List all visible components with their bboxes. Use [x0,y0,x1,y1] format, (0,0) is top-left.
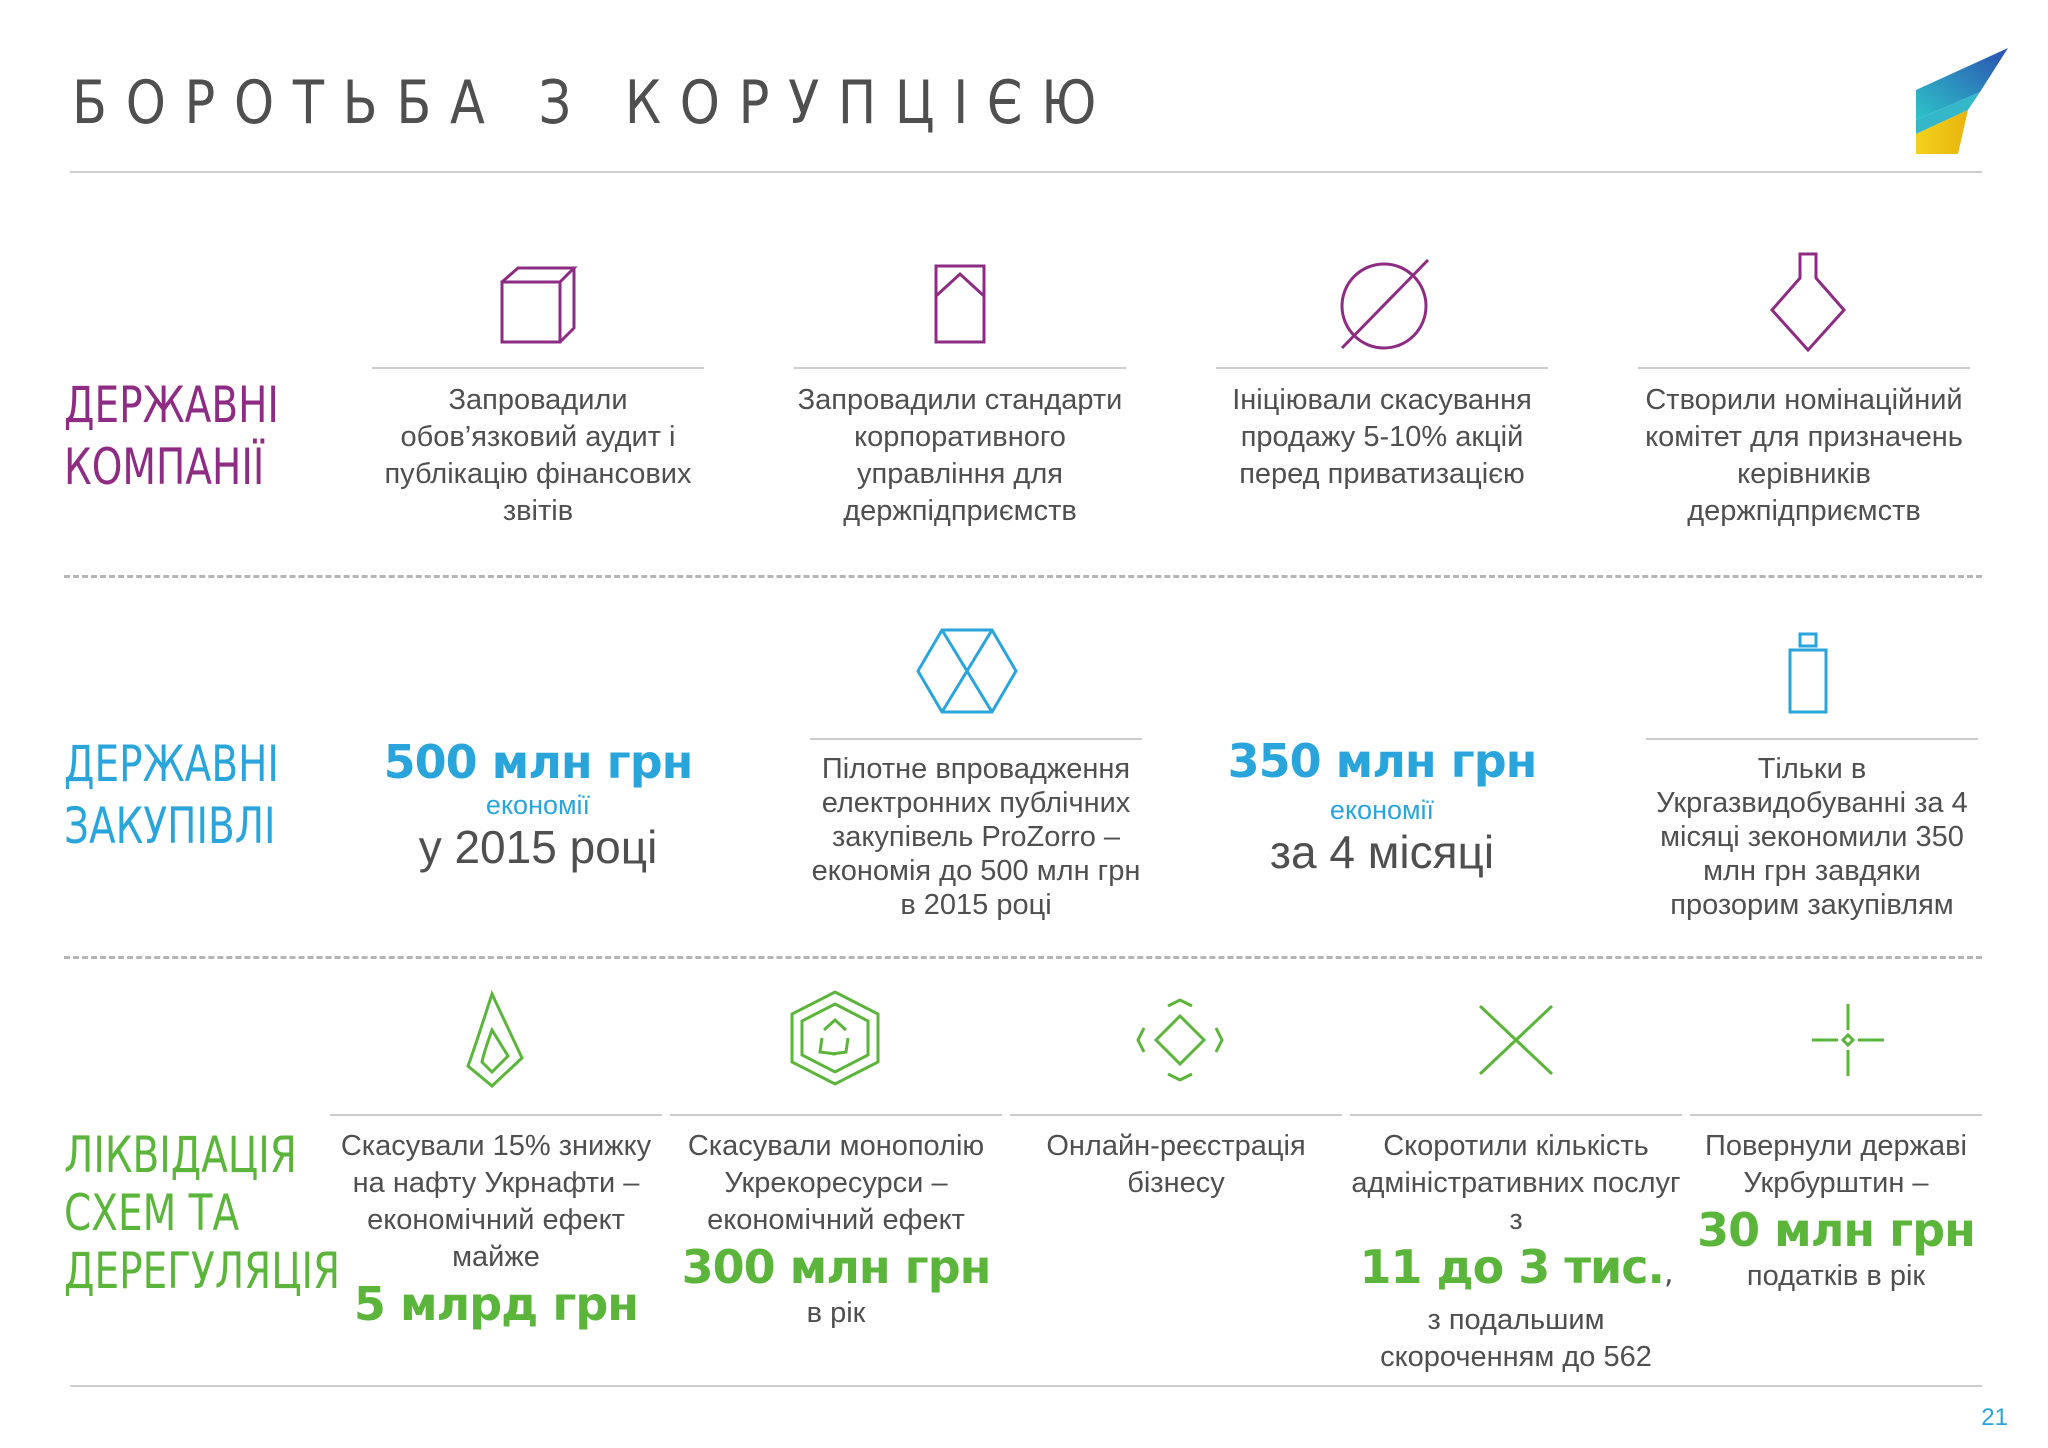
item-divider [330,1114,662,1116]
procurement-stat [1216,733,1548,879]
deregulation-item-text: Повернули державі Укрбурштин – [1705,1130,1967,1199]
state-company-item-text: Створили номінаційний комітет для призначень керівників держпідприємств [1645,384,1963,527]
section-divider [64,956,1982,959]
cube-icon [496,264,580,348]
stat-period: у 2015 році [418,821,658,873]
stat-value: 350 млн грн [1227,734,1537,788]
deregulation-highlight: 300 млн грн [681,1240,991,1294]
state-company-item-text: Ініціювали скасування продажу 5-10% акцій перед приватизацією [1232,384,1532,490]
null-sign-icon [1336,256,1436,352]
item-divider [794,367,1126,369]
section-title-deregulation: ЛІКВІДАЦІЯ СХЕМ ТА ДЕРЕГУЛЯЦІЯ [64,1126,341,1300]
item-divider [372,367,704,369]
footer-divider [70,1385,1982,1387]
header-divider [70,171,1982,173]
stat-label: економії [485,790,591,820]
deregulation-item-text: Онлайн-реєстрація бізнесу [1046,1130,1306,1199]
item-divider [810,738,1142,740]
deregulation-item-text: Скоротили кількість адміністративних послуг з [1351,1130,1681,1236]
oil-drop-icon [462,990,528,1090]
stat-label: економії [1329,795,1435,825]
stat-period: за 4 місяці [1269,826,1495,878]
state-company-item-text: Запровадили стандарти корпоративного управління для держпідприємств [797,384,1123,527]
bottle-icon [1786,630,1830,716]
section-title-state-companies: ДЕРЖАВНІ КОМПАНІЇ [64,376,279,496]
page-title: БОРОТЬБА З КОРУПЦІЄЮ [72,68,1116,138]
cross-icon [1476,1002,1556,1078]
stat-value: 500 млн грн [383,735,693,789]
logo-icon [1898,48,2008,154]
deregulation-item-text: Скасували монополію Укрекоресурси – економічний ефект [687,1130,985,1236]
deregulation-item [1010,1128,1342,1202]
deregulation-item [1350,1128,1682,1376]
procurement-item-text: Тільки в Укргазвидобуванні за 4 місяці зекономили 350 млн грн завдяки прозорим закупівлям [1656,753,1968,921]
deregulation-item-suffix: в рік [806,1297,866,1329]
deregulation-item-suffix: податків в рік [1746,1260,1926,1292]
crosshair-icon [1810,1002,1886,1078]
section-divider [64,575,1982,578]
item-divider [1638,367,1970,369]
item-divider [670,1114,1002,1116]
state-company-item-text: Запровадили обов’язковий аудит і публікацію фінансових звітів [384,384,692,527]
deregulation-item [330,1128,662,1332]
item-divider [1216,367,1548,369]
hexagon-cross-icon [914,626,1020,716]
item-divider [1690,1114,1982,1116]
deregulation-item [1690,1128,1982,1295]
deregulation-highlight: 30 млн грн [1697,1203,1975,1257]
section-title-procurement: ДЕРЖАВНІ ЗАКУПІВЛІ [64,735,279,855]
page-number: 21 [1981,1404,2008,1431]
procurement-item-text: Пілотне впровадження електронних публічних закупівель ProZorro – економія до 500 млн грн в 2015 році [811,753,1141,921]
item-divider [1350,1114,1682,1116]
item-divider [1646,738,1978,740]
deregulation-item [670,1128,1002,1332]
deregulation-item-text: Скасували 15% знижку на нафту Укрнафти – економічний ефект майже [340,1130,652,1273]
deregulation-highlight: 5 млрд грн [353,1277,639,1331]
house-icon [932,262,988,346]
item-divider [1010,1114,1342,1116]
recycle-hexagon-icon [788,988,882,1088]
diamond-arrows-icon [1136,998,1224,1082]
flask-icon [1766,250,1850,356]
deregulation-item-suffix: з подальшим скороченням до 562 [1380,1304,1652,1373]
procurement-stat [372,734,704,874]
deregulation-highlight: 11 до 3 тис., [1359,1240,1673,1294]
